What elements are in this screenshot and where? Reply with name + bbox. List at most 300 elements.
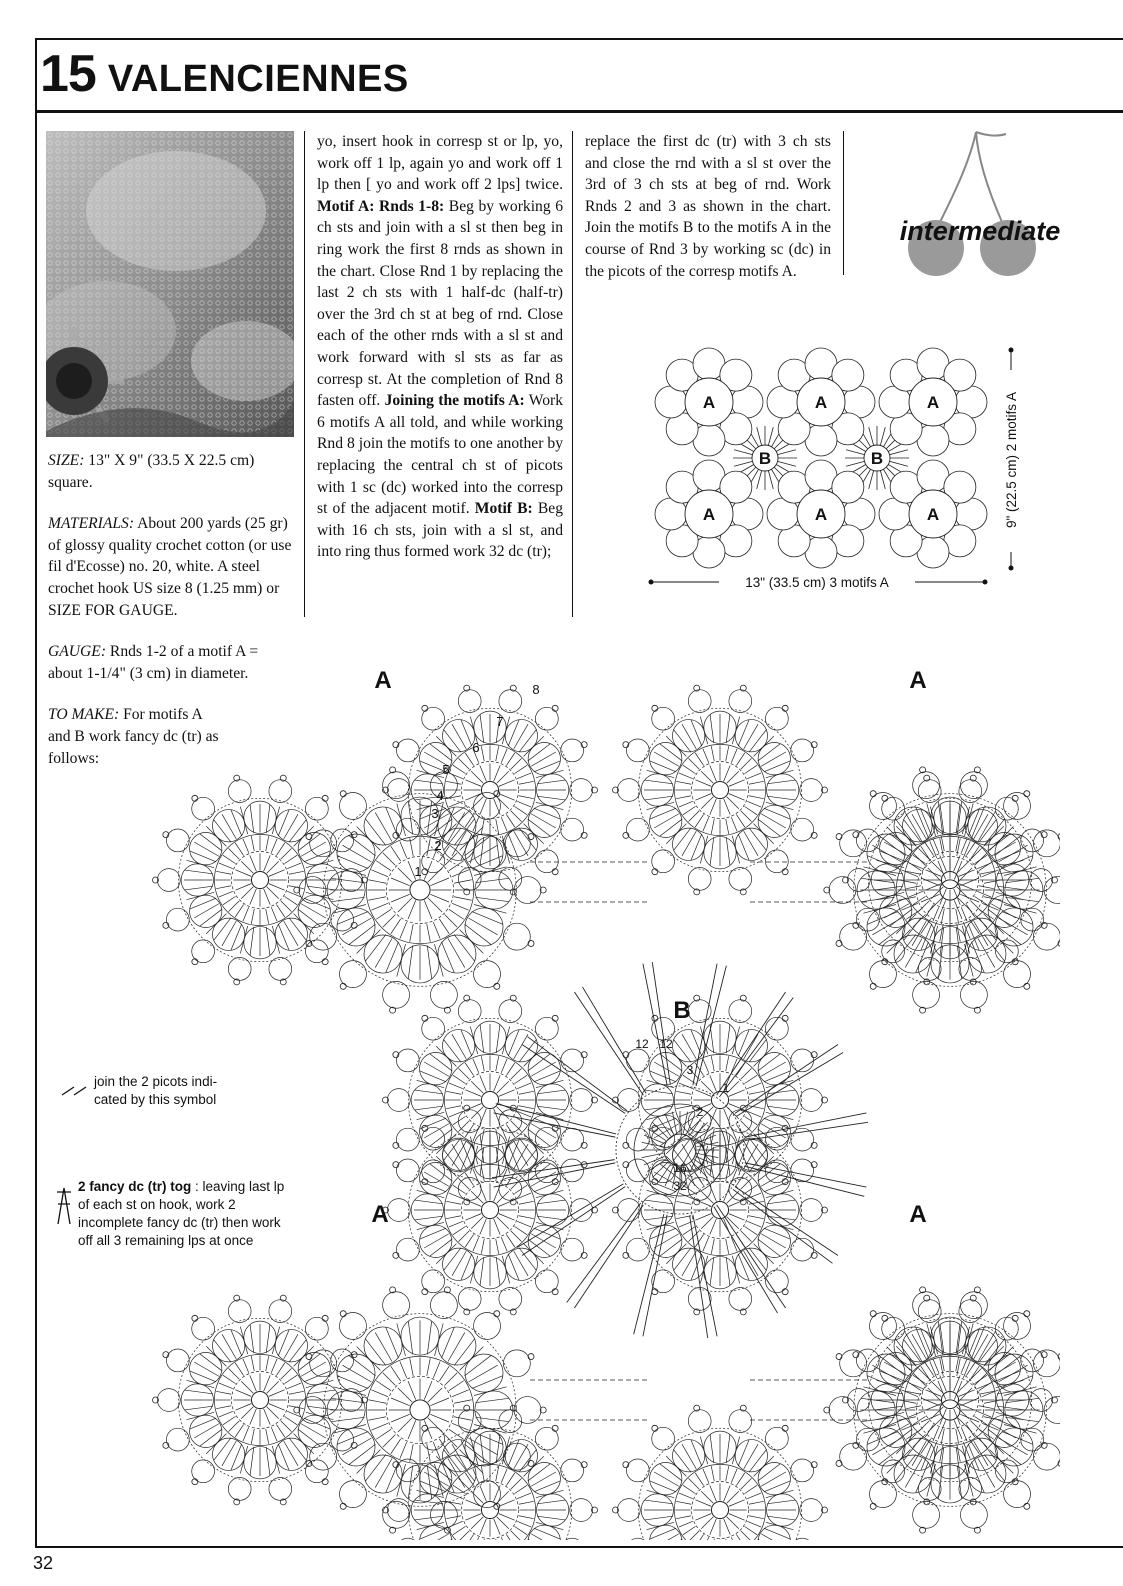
round-3-stitch — [506, 1234, 514, 1247]
round-6-stitch — [537, 1106, 565, 1110]
round-1-stitch — [729, 1514, 745, 1521]
round-1-stitch — [269, 1404, 285, 1411]
round-6-stitch — [767, 1090, 795, 1094]
round-1-stitch — [465, 1514, 481, 1521]
round-6-stitch — [524, 1156, 544, 1176]
round-3-stitch — [371, 1423, 388, 1430]
round-6-stitch — [349, 1355, 376, 1375]
round-6-stitch — [537, 1500, 565, 1504]
round-3-stitch — [368, 1400, 386, 1403]
round-6-stitch — [754, 1046, 774, 1066]
round-3-stitch — [979, 1406, 994, 1409]
round-6-stitch — [476, 1398, 509, 1402]
motif-a-chart-label: A — [371, 1201, 389, 1228]
round-3-stitch — [683, 1226, 696, 1234]
picot — [1024, 1311, 1030, 1317]
round-3-stitch — [519, 1091, 534, 1094]
round-3-stitch — [465, 1534, 473, 1540]
center-ring — [711, 1501, 728, 1518]
round-8-scallop — [228, 1478, 251, 1501]
round-3-stitch — [410, 1358, 413, 1376]
bottom-rule — [35, 1546, 1123, 1548]
round-6-stitch — [767, 1200, 795, 1204]
round-3-stitch — [453, 1485, 466, 1493]
round-3-stitch — [957, 1358, 960, 1376]
round-6-stitch — [1006, 897, 1039, 901]
round-6-stitch — [645, 1200, 673, 1204]
round-3-stitch — [925, 843, 933, 856]
round-6-stitch — [519, 1248, 536, 1271]
round-6-stitch — [214, 1438, 231, 1461]
top-rule — [35, 38, 1123, 40]
round-8-scallop — [626, 739, 649, 762]
round-1-stitch — [497, 1217, 509, 1229]
round-3-stitch — [228, 901, 239, 912]
round-6-stitch — [524, 1134, 544, 1154]
round-3-stitch — [977, 891, 991, 897]
round-6-stitch — [984, 826, 1004, 846]
round-3-stitch — [747, 1221, 761, 1227]
round-1-stitch — [465, 780, 481, 787]
round-1-stitch — [269, 884, 285, 891]
round-1-stitch — [724, 799, 731, 815]
round-3-stitch — [909, 1411, 923, 1417]
round-1-stitch — [960, 878, 979, 886]
round-6-stitch — [749, 730, 766, 753]
round-1-stitch — [408, 1420, 416, 1439]
motif-a-chart — [824, 1287, 1060, 1533]
round-3-stitch — [473, 1059, 479, 1073]
round-6-stitch — [307, 1390, 335, 1394]
round-3-stitch — [410, 924, 413, 942]
round-3-stitch — [446, 1091, 461, 1094]
round-6-stitch — [645, 1090, 673, 1094]
round-number-label: 7 — [496, 714, 504, 729]
round-3-stitch — [749, 781, 764, 784]
round-3-stitch — [906, 886, 921, 889]
round-6-stitch — [427, 1321, 431, 1354]
round-1-stitch — [710, 765, 717, 781]
round-8-scallop — [626, 1238, 649, 1261]
round-1-stitch — [398, 898, 412, 912]
round-6-stitch — [331, 1398, 364, 1402]
round-3-stitch — [501, 1237, 507, 1251]
picot — [836, 834, 842, 840]
motif-a — [655, 348, 763, 456]
round-8-scallop — [228, 958, 251, 981]
round-3-stitch — [235, 1363, 243, 1376]
round-3-stitch — [216, 886, 231, 889]
round-1-stitch — [957, 1381, 969, 1393]
round-6-stitch — [307, 1406, 335, 1410]
round-6-stitch — [887, 1450, 911, 1474]
round-3-stitch — [453, 1226, 466, 1234]
motif-b-spoke — [880, 470, 885, 489]
picot — [340, 791, 346, 797]
round-1-stitch — [940, 1375, 947, 1391]
round-6-stitch — [250, 805, 254, 833]
round-1-stitch — [921, 878, 940, 886]
round-3-stitch — [458, 758, 469, 769]
round-6-stitch — [476, 897, 509, 901]
round-6-stitch — [990, 930, 1014, 954]
round-8-scallop — [503, 830, 530, 857]
round-6-stitch — [645, 796, 673, 800]
round-6-stitch — [904, 1340, 921, 1363]
round-3-stitch — [446, 781, 461, 784]
motif-b-spoke — [768, 470, 773, 489]
round-8-scallop — [626, 818, 649, 841]
round-6-stitch — [984, 1434, 1004, 1454]
round-3-stitch — [223, 1375, 236, 1383]
round-3-stitch — [243, 1427, 249, 1441]
round-3-stitch — [391, 1366, 401, 1381]
picot — [306, 834, 312, 840]
round-3-stitch — [453, 765, 466, 773]
motif-b-spoke — [777, 450, 796, 455]
round-8-scallop — [305, 1317, 328, 1340]
round-1-stitch — [497, 1191, 509, 1203]
round-1-stitch — [695, 794, 711, 801]
round-3-stitch — [519, 781, 534, 784]
center-ring — [251, 1391, 268, 1408]
round-6-stitch — [206, 1346, 226, 1366]
round-8-scallop — [422, 1017, 445, 1040]
picot — [340, 983, 346, 989]
round-6-stitch — [754, 736, 774, 756]
motif-a-partial-chart — [613, 1405, 828, 1540]
motif-a-partial-chart — [153, 775, 368, 985]
round-1-stitch — [695, 780, 711, 787]
round-number-label: 5 — [442, 762, 450, 777]
round-1-stitch — [391, 878, 410, 886]
round-1-stitch — [424, 900, 432, 919]
round-6-stitch — [758, 744, 781, 761]
round-3-stitch — [276, 1363, 284, 1376]
round-3-stitch — [913, 1373, 926, 1386]
round-8-scallop — [626, 1538, 649, 1540]
round-3-stitch — [747, 1083, 761, 1089]
round-1-stitch — [430, 894, 449, 902]
picot — [1024, 1503, 1030, 1509]
b-round-1-stitch — [648, 1159, 666, 1171]
round-8-scallop — [396, 1049, 419, 1072]
b-round-1-stitch — [687, 1114, 695, 1134]
round-8-scallop — [430, 981, 457, 1008]
round-3-stitch — [731, 1537, 737, 1540]
round-3-stitch — [251, 909, 254, 924]
round-8-scallop — [570, 779, 593, 802]
round-8-scallop — [918, 958, 941, 981]
round-6-stitch — [758, 1239, 781, 1256]
round-number-label: 2 — [434, 838, 442, 853]
round-6-stitch — [430, 1129, 453, 1146]
round-3-stitch — [481, 746, 484, 761]
round-3-stitch — [266, 1429, 269, 1444]
round-1-stitch — [269, 1390, 285, 1397]
round-1-stitch — [499, 1214, 515, 1221]
round-number-label: 4 — [436, 788, 444, 803]
round-3-stitch — [726, 1239, 729, 1254]
round-3-stitch — [975, 853, 988, 866]
round-6-stitch — [674, 1040, 691, 1063]
round-6-stitch — [528, 1054, 551, 1071]
width-dimension-label: 13" (33.5 cm) 3 motifs A — [745, 575, 889, 590]
round-1-stitch — [954, 1420, 962, 1439]
round-8-scallop — [299, 877, 326, 904]
round-3-stitch — [688, 1531, 699, 1540]
round-3-stitch — [979, 886, 994, 889]
round-1-stitch — [729, 780, 745, 787]
round-6-stitch — [294, 1346, 314, 1366]
difficulty-label: intermediate — [899, 216, 1061, 246]
round-8-scallop — [995, 797, 1018, 820]
round-1-stitch — [959, 884, 975, 891]
center-ring — [410, 880, 430, 900]
round-8-scallop — [918, 1300, 941, 1323]
round-8-scallop — [800, 779, 823, 802]
round-3-stitch — [223, 1416, 236, 1424]
round-6-stitch — [887, 930, 911, 954]
round-3-stitch — [400, 922, 407, 939]
round-3-stitch — [971, 1368, 982, 1379]
round-8-scallop — [387, 1089, 410, 1112]
round-6-stitch — [415, 1216, 443, 1220]
round-3-stitch — [517, 1521, 531, 1527]
round-3-stitch — [496, 746, 499, 761]
round-6-stitch — [984, 819, 1004, 846]
round-3-stitch — [963, 922, 970, 939]
round-3-stitch — [517, 1083, 531, 1089]
width-dim-dot — [983, 580, 988, 585]
motif-a-chart — [824, 767, 1060, 1013]
round-3-stitch — [433, 1361, 440, 1378]
round-6-stitch — [185, 1390, 213, 1394]
round-6-stitch — [660, 1129, 683, 1146]
round-3-stitch — [368, 1417, 386, 1420]
round-8-scallop — [995, 1460, 1018, 1483]
picot — [494, 983, 500, 989]
round-8-scallop — [305, 940, 328, 963]
round-3-stitch — [427, 838, 430, 856]
round-3-stitch — [427, 1444, 430, 1462]
motif-a-partial-chart — [383, 1105, 598, 1315]
round-6-stitch — [1006, 1417, 1039, 1421]
round-6-stitch — [430, 1464, 453, 1481]
round-1-stitch — [428, 898, 442, 912]
round-3-stitch — [514, 1226, 527, 1234]
round-1-stitch — [710, 1219, 717, 1235]
round-1-stitch — [235, 884, 251, 891]
round-6-stitch — [307, 886, 335, 890]
round-8-scallop — [995, 940, 1018, 963]
round-8-scallop — [617, 1089, 640, 1112]
round-6-stitch — [519, 1040, 536, 1063]
round-3-stitch — [726, 1056, 729, 1071]
round-3-stitch — [449, 1221, 463, 1227]
round-3-stitch — [930, 922, 937, 939]
round-6-stitch — [408, 946, 412, 979]
round-6-stitch — [710, 1257, 714, 1285]
picot — [340, 1503, 346, 1509]
round-6-stitch — [758, 1464, 781, 1481]
round-6-stitch — [524, 736, 544, 756]
round-3-stitch — [284, 896, 297, 904]
round-6-stitch — [984, 934, 1004, 961]
round-6-stitch — [357, 827, 381, 851]
round-1-stitch — [465, 1214, 481, 1221]
round-6-stitch — [861, 878, 894, 882]
round-8-scallop — [561, 1049, 584, 1072]
round-6-stitch — [464, 835, 491, 855]
b-round-1-stitch — [689, 1118, 701, 1136]
round-3-stitch — [956, 1429, 959, 1444]
round-3-stitch — [731, 1469, 737, 1483]
round-1-stitch — [471, 797, 483, 809]
round-3-stitch — [219, 891, 233, 897]
round-8-scallop — [856, 908, 879, 931]
round-8-scallop — [688, 868, 711, 891]
round-6-stitch — [726, 1435, 730, 1463]
stitch-chart — [150, 640, 1060, 1540]
round-6-stitch — [674, 828, 691, 851]
round-1-stitch — [954, 900, 962, 919]
round-6-stitch — [331, 878, 364, 882]
round-6-stitch — [444, 1248, 461, 1271]
round-1-stitch — [701, 797, 713, 809]
round-1-stitch — [925, 884, 941, 891]
round-3-stitch — [921, 1439, 931, 1454]
round-8-scallop — [535, 850, 558, 873]
round-3-stitch — [383, 853, 396, 866]
round-1-stitch — [497, 1081, 509, 1093]
column-divider-1 — [304, 131, 305, 617]
picot — [870, 1503, 876, 1509]
round-3-stitch — [452, 903, 469, 910]
round-8-scallop — [847, 1389, 870, 1412]
round-6-stitch — [436, 1046, 456, 1066]
round-6-stitch — [424, 1534, 449, 1540]
round-3-stitch — [376, 1381, 391, 1391]
round-3-stitch — [749, 1501, 764, 1504]
round-3-stitch — [703, 1469, 709, 1483]
height-dim-dot — [1009, 566, 1014, 571]
round-3-stitch — [711, 1539, 714, 1540]
round-6-stitch — [298, 834, 321, 851]
round-6-stitch — [298, 909, 321, 926]
round-1-stitch — [267, 861, 279, 873]
round-6-stitch — [250, 1325, 254, 1353]
motif-b-spoke — [889, 461, 908, 466]
round-1-stitch — [424, 861, 432, 880]
tomake-paragraph: TO MAKE: For motifs A and B work fancy dc (tr) as follows: — [48, 706, 219, 767]
round-3-stitch — [271, 907, 277, 921]
assembly-diagram — [645, 340, 1025, 600]
round-3-stitch — [695, 814, 703, 827]
round-1-stitch — [424, 1381, 432, 1400]
round-3-stitch — [391, 1439, 401, 1454]
round-6-stitch — [710, 1435, 714, 1463]
round-8-scallop — [617, 1499, 640, 1522]
round-3-stitch — [458, 1178, 469, 1189]
picot — [528, 940, 534, 946]
round-8-scallop — [503, 1443, 530, 1470]
round-8-scallop — [269, 780, 292, 803]
round-1-stitch — [727, 1491, 739, 1503]
size-paragraph: SIZE: 13" X 9" (33.5 X 22.5 cm) square. — [48, 452, 255, 491]
round-8-scallop — [960, 1292, 987, 1319]
round-3-stitch — [906, 1429, 921, 1439]
b-round-number-label: 2 — [696, 1105, 704, 1119]
b-round-number-label: 3 — [686, 1063, 694, 1077]
round-3-stitch — [679, 773, 693, 779]
round-6-stitch — [645, 1500, 673, 1504]
round-3-stitch — [284, 1375, 297, 1383]
round-3-stitch — [519, 1216, 534, 1219]
round-6-stitch — [464, 1355, 491, 1375]
round-8-scallop — [383, 1292, 410, 1319]
picot — [494, 1311, 500, 1317]
b-round-3-spoke — [496, 1104, 616, 1134]
round-6-stitch — [349, 924, 376, 944]
round-8-scallop — [228, 1300, 251, 1323]
round-1-stitch — [695, 1214, 711, 1221]
round-6-stitch — [875, 886, 903, 890]
b-round-number-label: 16 — [673, 1161, 687, 1175]
round-3-stitch — [736, 1534, 744, 1540]
round-3-stitch — [744, 765, 757, 773]
round-6-stitch — [861, 1417, 894, 1421]
round-8-scallop — [913, 1501, 940, 1528]
round-1-stitch — [701, 771, 713, 783]
round-3-stitch — [711, 1239, 714, 1254]
round-6-stitch — [331, 897, 364, 901]
round-1-stitch — [710, 1185, 717, 1201]
round-6-stitch — [185, 886, 213, 890]
round-6-stitch — [185, 1406, 213, 1410]
round-6-stitch — [666, 1244, 686, 1264]
round-1-stitch — [499, 1500, 515, 1507]
round-6-stitch — [537, 1090, 565, 1094]
round-8-scallop — [430, 1501, 457, 1528]
round-1-stitch — [430, 878, 449, 886]
round-8-scallop — [960, 1501, 987, 1528]
round-3-stitch — [918, 1368, 929, 1379]
materials-paragraph: MATERIALS: About 200 yards (25 gr) of glossy quality crochet cotton (or use fil d'Ecosse) no. 20, white. A steel crochet hook US size 8 (1.25 mm) or SIZE FOR GAUGE. — [48, 515, 292, 619]
round-3-stitch — [979, 1381, 994, 1391]
motif-a — [767, 348, 875, 456]
round-3-stitch — [496, 1129, 499, 1144]
round-1-stitch — [499, 1090, 515, 1097]
round-3-stitch — [519, 1201, 534, 1204]
round-8-scallop — [499, 690, 522, 713]
round-8-scallop — [396, 1238, 419, 1261]
round-1-stitch — [267, 1381, 279, 1393]
round-1-stitch — [471, 1517, 483, 1529]
round-3-stitch — [514, 1075, 527, 1083]
round-1-stitch — [921, 1398, 940, 1406]
motif-a-chart — [294, 767, 546, 1013]
round-3-stitch — [506, 1473, 514, 1486]
round-3-stitch — [744, 1485, 757, 1493]
round-1-stitch — [430, 1414, 449, 1422]
round-6-stitch — [464, 1444, 491, 1464]
round-3-stitch — [276, 1424, 284, 1437]
round-3-stitch — [235, 1424, 243, 1437]
round-3-stitch — [458, 1231, 469, 1242]
center-ring — [251, 871, 268, 888]
picot — [306, 1354, 312, 1360]
